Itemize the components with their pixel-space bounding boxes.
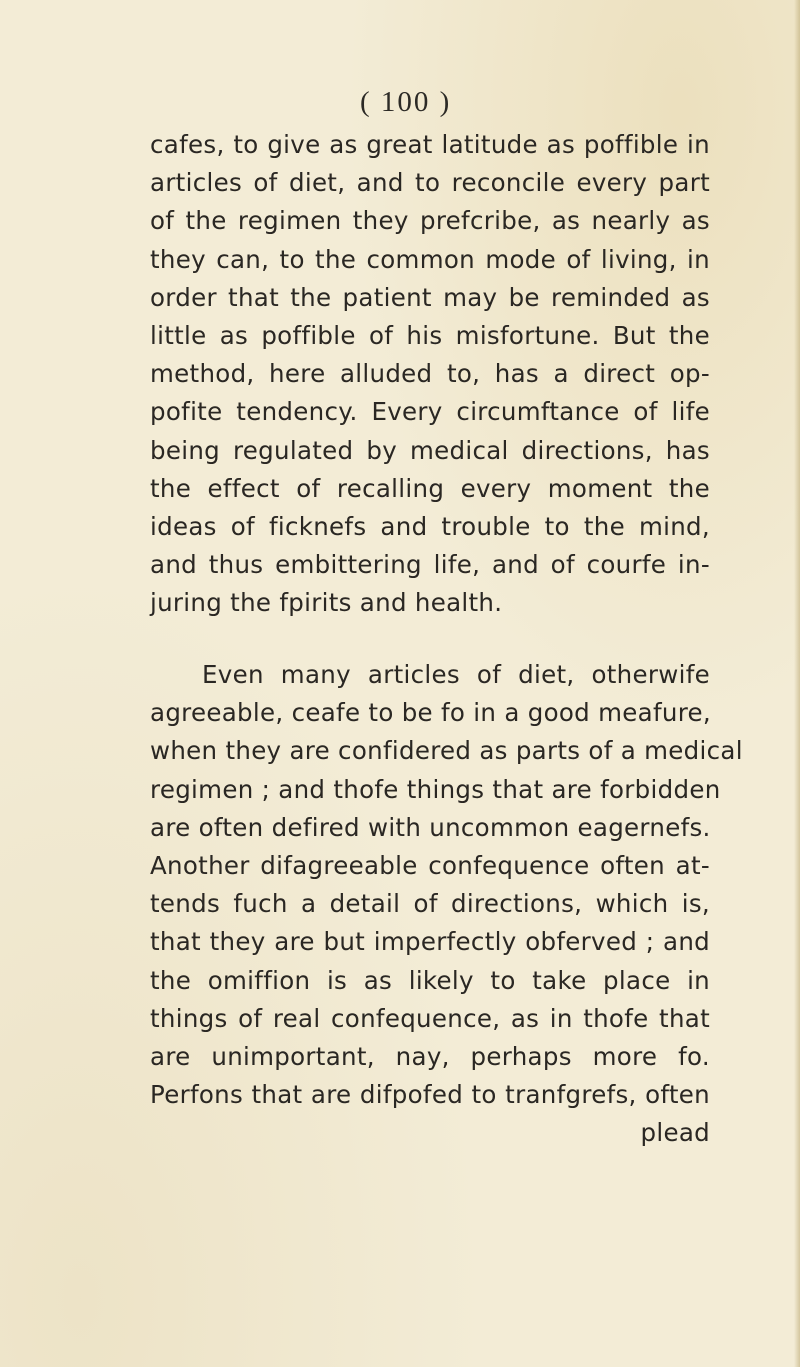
page-number-header: ( 100 ) bbox=[360, 86, 452, 118]
text-line: order that the patient may be reminded as bbox=[150, 282, 710, 312]
text-line: Perfons that are difpofed to tranfgrefs, often bbox=[150, 1080, 710, 1110]
text-line: the omiffion is as likely to take place in bbox=[150, 965, 710, 995]
text-line: method, here alluded to, has a direct op- bbox=[150, 359, 710, 389]
text-line: are unimportant, nay, perhaps more fo. bbox=[150, 1041, 710, 1071]
paragraph-2 bbox=[150, 656, 743, 1152]
text-line: being regulated by medical directions, has bbox=[150, 435, 710, 465]
text-line: are often defired with uncommon eagernefs. bbox=[150, 812, 711, 842]
catchword: plead bbox=[640, 1118, 710, 1148]
text-line: of the regimen they prefcribe, as nearly as bbox=[150, 206, 710, 236]
text-line: when they are confidered as parts of a medical bbox=[150, 736, 743, 766]
paragraph-1 bbox=[150, 126, 710, 622]
text-line: little as poffible of his misfortune. But the bbox=[150, 320, 710, 350]
text-line: cafes, to give as great latitude as poffible in bbox=[150, 130, 710, 159]
text-line: things of real confequence, as in thofe that bbox=[150, 1003, 710, 1033]
text-line: and thus embittering life, and of courfe in- bbox=[150, 550, 710, 580]
text-line: regimen ; and thofe things that are forbidden bbox=[150, 774, 721, 804]
page-edge-shadow bbox=[794, 0, 800, 1367]
text-line: juring the fpirits and health. bbox=[150, 588, 503, 618]
text-line: agreeable, ceafe to be fo in a good meafure, bbox=[150, 698, 712, 728]
text-line: Another difagreeable confequence often at- bbox=[150, 850, 710, 880]
text-line: that they are but imperfectly obferved ; and bbox=[150, 927, 710, 957]
text-line: the effect of recalling every moment the bbox=[150, 473, 710, 503]
text-line: Even many articles of diet, otherwife bbox=[202, 660, 710, 689]
text-line: tends fuch a detail of directions, which is, bbox=[150, 889, 710, 919]
text-line: they can, to the common mode of living, in bbox=[150, 244, 710, 274]
text-line: ideas of ficknefs and trouble to the mind, bbox=[150, 511, 710, 541]
text-line: articles of diet, and to reconcile every part bbox=[150, 168, 710, 198]
text-line: pofite tendency. Every circumftance of life bbox=[150, 397, 710, 427]
